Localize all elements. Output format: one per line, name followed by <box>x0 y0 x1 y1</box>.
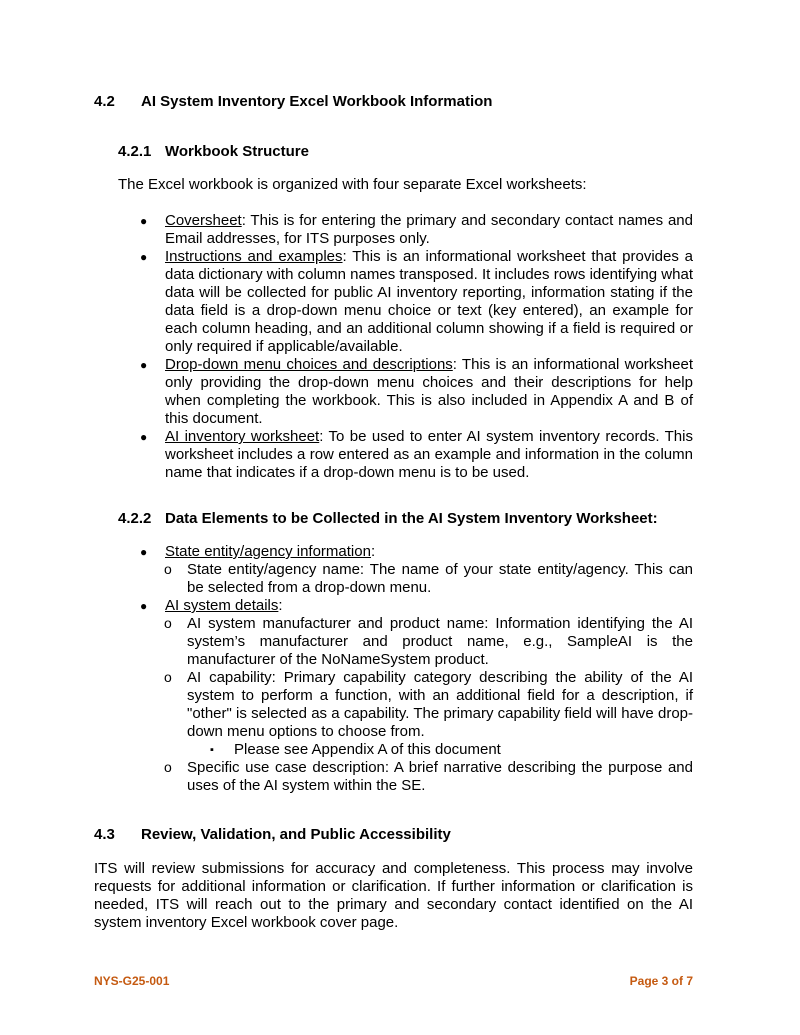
section-4-2-heading <box>94 93 492 110</box>
sub-sub-list <box>187 741 693 759</box>
section-title: Workbook Structure <box>165 143 309 160</box>
worksheet-list <box>140 212 693 482</box>
data-elements-list <box>140 543 693 795</box>
footer-doc-id: NYS-G25-001 <box>94 974 170 988</box>
workbook-intro: The Excel workbook is organized with four separate Excel worksheets: <box>118 176 587 193</box>
group-term: AI system details <box>165 597 279 614</box>
section-title: AI System Inventory Excel Workbook Information <box>141 93 493 110</box>
list-item <box>140 212 693 248</box>
item-term: AI inventory worksheet <box>165 428 320 445</box>
list-item <box>140 356 693 428</box>
list-item <box>140 543 693 597</box>
group-suffix: : <box>278 597 283 614</box>
item-text: : To be used to enter AI system inventory records. This worksheet includes a row entered as an example and information in the column name that indicates if a drop-down menu is to be used. <box>165 428 693 481</box>
section-title: Review, Validation, and Public Accessibility <box>141 826 451 843</box>
footer-page-number: Page 3 of 7 <box>629 974 693 988</box>
group-term: State entity/agency information <box>165 543 371 560</box>
sub-item <box>140 669 693 759</box>
list-item <box>140 248 693 356</box>
item-text: : This is an informational worksheet only providing the drop-down menu choices and their descriptions for help when completing the workbook. This is also included in Appendix A and B of this document. <box>165 356 693 427</box>
section-4-3-heading <box>94 826 451 843</box>
item-text: : This is for entering the primary and secondary contact names and Email addresses, for ITS purposes only. <box>165 212 693 247</box>
item-text: : This is an informational worksheet that provides a data dictionary with column names transposed. It includes rows identifying what data will be collected for public AI inventory reporting, information stating if the data field is a drop-down menu choice or text (key entered), an example for each column heading, and an additional column showing if a field is required or only required if applicable/available. <box>165 248 693 355</box>
item-term: Instructions and examples <box>165 248 343 265</box>
list-item <box>140 428 693 482</box>
section-number: 4.2.1 <box>118 143 152 160</box>
sub-sub-item: ▪ Please see Appendix A of this document <box>187 741 693 759</box>
item-term: Coversheet <box>165 212 242 229</box>
section-number: 4.3 <box>94 826 115 843</box>
item-term: Drop-down menu choices and descriptions <box>165 356 453 373</box>
sub-item: o Specific use case description: A brief narrative describing the purpose and uses of the AI system within the SE. <box>140 759 693 795</box>
sub-item-text: AI capability: Primary capability category describing the ability of the AI system to perform a function, with an additional field for a description, if "other" is selected as a capability. The primary capability field will have drop-down menu options to choose from. <box>187 669 693 740</box>
group-suffix: : <box>370 543 376 560</box>
sub-list <box>140 561 693 597</box>
sub-item: o AI system manufacturer and product name: Information identifying the AI system’s manufacturer and product name, e.g., SampleAI is the manufacturer of the NoNameSystem product. <box>140 615 693 669</box>
sub-list <box>140 615 693 795</box>
section-4-2-1-heading <box>118 143 309 160</box>
list-item <box>140 597 693 795</box>
section-number: 4.2 <box>94 93 115 110</box>
section-title: Data Elements to be Collected in the AI System Inventory Worksheet: <box>165 510 658 527</box>
section-4-2-2-heading <box>118 510 658 527</box>
review-paragraph: ITS will review submissions for accuracy and completeness. This process may involve requests for additional information or clarification. If further information or clarification is needed, ITS will reach out to the primary and secondary contact identified on the AI system inventory Excel workbook cover page. <box>94 860 693 931</box>
section-number: 4.2.2 <box>118 510 152 527</box>
sub-item: o State entity/agency name: The name of your state entity/agency. This can be selected from a drop-down menu. <box>140 561 693 597</box>
